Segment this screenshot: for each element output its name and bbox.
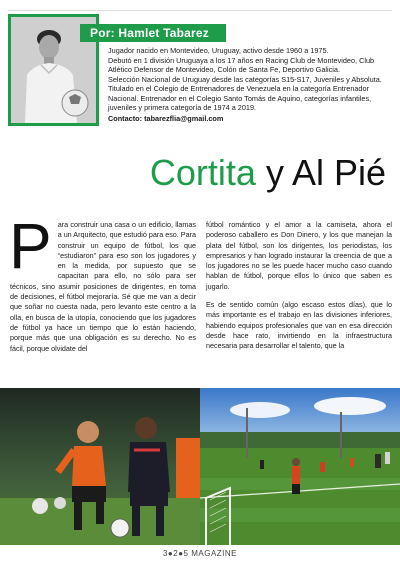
bio-line: Selección Nacional de Uruguay desde las categorías S15-S17, Juveniles y Absoluta. (108, 74, 382, 84)
contact-email: Contacto: tabarezflia@gmail.com (108, 113, 224, 123)
article-title (150, 152, 386, 194)
article-paragraph: Es de sentido común (algo escaso estos días), que lo más importante es el trabajo en las divisiones inferiores, habiendo equipos profesionales que van en esa dirección desde hace rato, invirtiendo en la infraestructura necesaria para desarrollar el talento, que la (206, 300, 392, 351)
article-paragraph: fútbol romántico y el amor a la camiseta, ahora el poderoso caballero es Don Dinero, y los que manejan la plata del fútbol, son los dirigentes, los periodistas, los empresarios y han logrado instaurar la creencia de que a los jugadores no se les puede hacer mucho caso cuando hablan de fútbol, porque ellos lo único que saben es jugarlo. (206, 220, 392, 291)
drop-cap: P (9, 210, 52, 282)
author-badge: Por: Hamlet Tabarez (80, 24, 226, 42)
bio-line: Titulado en el Colegio de Entrenadores de Venezuela en la categoría Entrenador Nacional. Entrenador en el Colegio Santo Tomás de Aquino, categorías infantiles, juveniles y primera categoría de 1974 a 2019. (108, 84, 372, 112)
header-rule (8, 10, 392, 11)
title-part-black: y Al Pié (255, 152, 386, 193)
article-column-right (206, 220, 392, 352)
bio-line: Jugador nacido en Montevideo, Uruguay, activo desde 1960 a 1975. (108, 46, 329, 55)
article-column-left (9, 210, 196, 354)
title-part-green: Cortita (149, 152, 256, 193)
magazine-footer: 3●2●5 MAGAZINE (162, 549, 237, 558)
author-bio (108, 46, 390, 123)
photo-soccer-field (200, 388, 400, 545)
bio-line: Debutó en 1 división Uruguaya a los 17 años en Racing Club de Montevideo, Club Atlético Defensor de Montevideo, Colón de Santa Fe, Deportivo Galicia. (108, 55, 375, 74)
photo-kids-playing (0, 388, 200, 545)
article-text: ara construir una casa o un edificio, llamas a un Arquitecto, que estudió para eso. Para construir un equipo de fútbol, los que “estudiaron” para eso son los jugadores y en la medida, por supuesto que se capacitan para ello, no sólo para ser técnicos, sino asumir posiciones de dirigentes, en toma de decisiones, el fútbol mejoraría. Sé que me van a decir que soñar no cuesta nada, pero levanto este centro a la olla, en busca de la utopía, conociendo que los jugadores de fútbol ya hace un tiempo que lo están haciendo, porque más que una obligación es su derecho. No es fácil, porque olvidate del (10, 220, 196, 353)
